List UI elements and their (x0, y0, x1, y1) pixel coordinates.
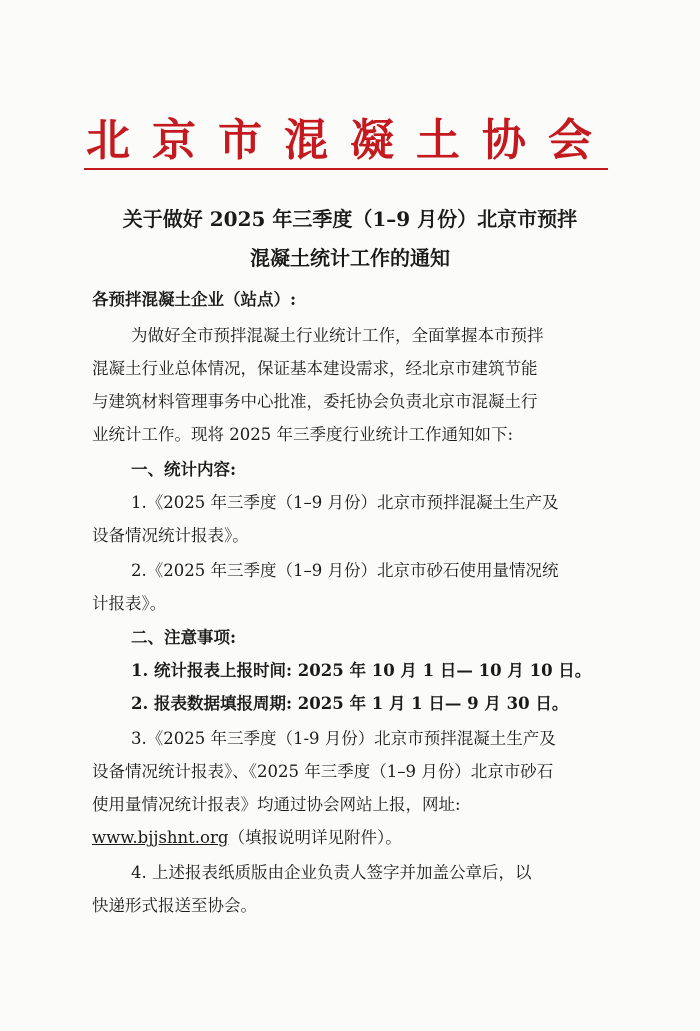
section1-item1-line-2: 设备情况统计报表》。 (92, 526, 249, 545)
website-note: （填报说明详见附件）。 (228, 828, 402, 847)
section1-item1-line-1: 1.《2025 年三季度（1–9 月份）北京市预拌混凝土生产及 (131, 493, 559, 512)
section1-item2-line-2: 计报表》。 (92, 594, 167, 613)
section2-item3-line-1: 3.《2025 年三季度（1-9 月份）北京市预拌混凝土生产及 (131, 729, 556, 748)
salutation: 各预拌混凝土企业（站点）: (92, 290, 297, 309)
letterhead-title: 北京市混凝土协会 (86, 115, 614, 166)
intro-line-1: 为做好全市预拌混凝土行业统计工作，全面掌握本市预拌 (131, 326, 544, 345)
section2-item4-line-2: 快递形式报送至协会。 (92, 896, 257, 915)
intro-line-2: 混凝土行业总体情况，保证基本建设需求，经北京市建筑节能 (92, 359, 538, 378)
section1-heading: 一、统计内容: (131, 460, 237, 479)
section1-item2-line-1: 2.《2025 年三季度（1–9 月份）北京市砂石使用量情况统 (131, 561, 559, 580)
section2-item1: 1. 统计报表上报时间: 2025 年 10 月 1 日— 10 月 10 日。 (131, 661, 592, 680)
website-link[interactable]: www.bjjshnt.org (92, 828, 229, 847)
section2-item2: 2. 报表数据填报周期: 2025 年 1 月 1 日— 9 月 30 日。 (131, 694, 569, 713)
notice-title-line-1: 关于做好 2025 年三季度（1–9 月份）北京市预拌 (122, 207, 578, 231)
intro-line-3: 与建筑材料管理事务中心批准，委托协会负责北京市混凝土行 (92, 392, 538, 411)
section2-heading: 二、注意事项: (131, 628, 237, 647)
notice-title-line-2: 混凝土统计工作的通知 (250, 246, 450, 270)
section2-item3-line-3: 使用量情况统计报表》均通过协会网站上报，网址: (92, 795, 461, 814)
section2-item3-line-2: 设备情况统计报表》、《2025 年三季度（1–9 月份）北京市砂石 (92, 762, 554, 781)
intro-line-4: 业统计工作。现将 2025 年三季度行业统计工作通知如下: (92, 425, 514, 444)
section2-item4-line-1: 4. 上述报表纸质版由企业负责人签字并加盖公章后，以 (131, 863, 532, 882)
letterhead-rule (84, 168, 608, 170)
section2-item3-line-4 (92, 826, 402, 850)
